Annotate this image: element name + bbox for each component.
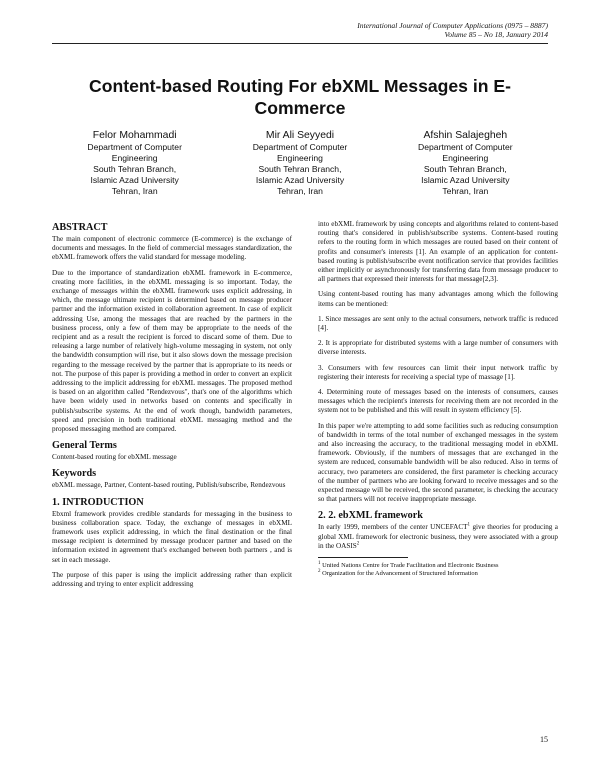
abstract-paragraph-2: Due to the importance of standardization ebXML framework in E-commerce, creating more facilities, in the ebXML messaging is so important. Today, the exchange of messages within the ebXML framework uses explicit addressing, in which, the message ultimate recipient is determined based on message producer partner and the information existed in collaboration agreement. In case of explicit addressing Use, among the messages that are reached by the partners in the business process, only a few of them may be appropriate to the needs of the recipient and as a result the recipient is forced to discard some of them. Due to releasing a large number of relatively high-volume messaging in system, not only the bandwidth consumption will rise, but it also slows down the message precision regarding to the message received by the partner that is appropriate to its needs or not. The purpose of this paper is providing a method in order to convert an explicit addressing to the implicit addressing for ebXML messages. The proposed method is based on an algorithm called "Rendezvous", that's one of the algorithms which have been widely used in networks based on contents and specifically in publish/subscribe systems. At the end of work though, bandwidth parameters, speed and precision in both traditional ebXML messaging method and the proposed messaging method are compared. <box>52 268 292 434</box>
author-1 <box>52 129 217 197</box>
advantage-item-4: 4. Determining route of messages based on the interests of consumers, causes messages which the recipient's interests for receiving them are not recorded in the system not to be published and this will result in system efficiency [5]. <box>318 388 558 415</box>
author-dept: Engineering <box>442 153 489 163</box>
section-2-paragraph-1 <box>318 523 558 551</box>
left-column <box>52 222 292 595</box>
introduction-paragraph-1: Ebxml framework provides credible standards for messaging in the business to business collaboration space. Today, the exchange of messages in ebXML framework uses explicit addressing, in which the final destination or the final message recipient is determined by message producer partner and based on the information existed in agreement that's exchanged between both partners , and is set in each message. <box>52 509 292 564</box>
keywords-text: ebXML message, Partner, Content-based routing, Publish/subscribe, Rendezvous <box>52 481 286 490</box>
footnote-1-number: 1 <box>318 560 321 566</box>
author-city: Tehran, Iran <box>442 186 489 196</box>
abstract-heading: ABSTRACT <box>52 222 108 233</box>
author-name: Mir Ali Seyyedi <box>265 130 335 141</box>
right-column <box>318 220 558 578</box>
general-terms-text: Content-based routing for ebXML message <box>52 453 177 462</box>
introduction-paragraph-4: Using content-based routing has many advantages among which the following items can be mentioned: <box>318 290 558 308</box>
title-line-2: Commerce <box>254 98 346 118</box>
author-university: Islamic Azad University <box>421 175 510 185</box>
author-block <box>52 129 548 197</box>
author-dept: Department of Computer <box>252 142 348 152</box>
footnote-2 <box>318 570 558 578</box>
footnote-2-text: Organization for the Advancement of Structured Information <box>320 570 478 578</box>
author-3 <box>383 129 548 197</box>
author-university: Islamic Azad University <box>255 175 345 185</box>
journal-volume: Volume 85 – No 18, January 2014 <box>444 30 548 39</box>
footnote-1-text: United Nations Centre for Trade Facilitation and Electronic Business <box>320 562 499 570</box>
author-dept: Department of Computer <box>418 142 513 152</box>
introduction-paragraph-2: The purpose of this paper is using the implicit addressing rather than explicit addressing and trying to enter explicit addressing <box>52 570 292 589</box>
abstract-paragraph-1: The main component of electronic commerce (E-commerce) is the exchange of documents and messages. In the field of commercial messages standardization, the ebXML framework offers the valid standard for message modeling. <box>52 235 292 262</box>
footnote-ref-1: 1 <box>467 523 471 529</box>
author-branch: South Tehran Branch, <box>423 164 507 174</box>
author-name: Afshin Salajegheh <box>423 130 508 141</box>
paper-title <box>60 75 540 119</box>
footnote-ref-2: 2 <box>356 541 360 547</box>
footnote-rule <box>318 557 408 558</box>
keywords-heading: Keywords <box>52 468 97 480</box>
advantage-item-1: 1. Since messages are sent only to the actual consumers, network traffic is reduced [4]. <box>318 314 558 333</box>
journal-header <box>357 21 548 39</box>
introduction-paragraph-3: into ebXML framework by using concepts and algorithms related to content-based routing that's considered in publish/subscribe systems. Content-based routing refers to the routing form in which messages are routed based on their content of profits and consumer's interests [1]. An example of an application for content-based routing is publish/subscribe event notification service that provides facilities either implicitly or asynchronously for transferring data from message producer to all partners that expressed their interests for that message[2,3]. <box>318 220 558 284</box>
author-branch: South Tehran Branch, <box>93 164 177 174</box>
journal-name: International Journal of Computer Applications (0975 – 8887) <box>357 21 548 30</box>
header-rule <box>52 43 548 44</box>
general-terms-heading: General Terms <box>52 440 117 452</box>
page-number: 15 <box>540 735 548 744</box>
author-2 <box>217 129 382 197</box>
author-dept: Department of Computer <box>87 142 182 152</box>
footnote-2-number: 2 <box>318 568 321 574</box>
author-city: Tehran, Iran <box>277 186 323 196</box>
advantage-item-3: 3. Consumers with few resources can limit their input network traffic by registering their interests for receiving a special type of massage [1]. <box>318 363 558 381</box>
title-line-1: Content-based Routing For ebXML Messages in E- <box>89 76 511 96</box>
author-branch: South Tehran Branch, <box>258 164 342 174</box>
author-city: Tehran, Iran <box>111 186 158 196</box>
introduction-heading: 1. INTRODUCTION <box>52 496 144 508</box>
author-name: Felor Mohammadi <box>92 130 177 141</box>
author-university: Islamic Azad University <box>90 175 179 185</box>
section-2-heading: 2. 2. ebXML framework <box>318 510 423 522</box>
advantage-item-2: 2. It is appropriate for distributed systems with a large number of consumers with diverse interests. <box>318 339 558 357</box>
introduction-paragraph-5: In this paper we're attempting to add some facilities such as reducing consumption of bandwidth in terms of the total number of exchanged messages in the system and also increasing the accuracy, to the traditional messaging model in ebXML framework. Obviously, if the numbers of messages that are exchanged in the system are reduced, consumable bandwidth will be also reduced. Also in terms of accuracy, two parameters are considered, the first parameter is checking accuracy of the number of partners who are looking forward to receive messages and so the expected message will be received, the second parameter, is checking the accuracy so that partners will not receive inappropriate message. <box>318 421 558 504</box>
footnote-1 <box>318 562 558 570</box>
author-dept: Engineering <box>111 153 158 163</box>
section-2-text-b: give theories for producing a global XML framework for electronic business, they were associated with a group in the OASIS <box>318 523 558 550</box>
section-2-text-a: In early 1999, members of the center UNCEFACT <box>318 523 468 532</box>
author-dept: Engineering <box>277 153 323 163</box>
